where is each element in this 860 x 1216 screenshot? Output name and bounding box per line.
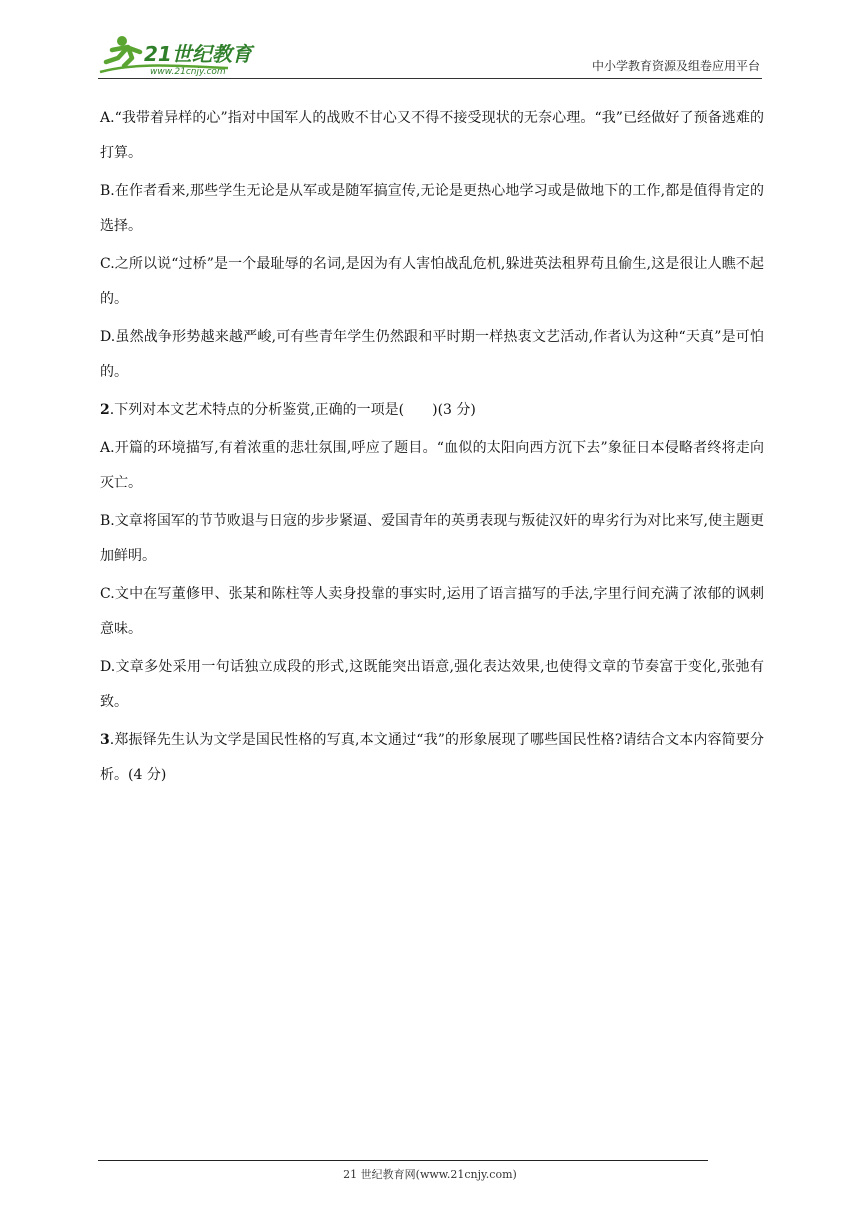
svg-text:21世纪教育: 21世纪教育 [144, 42, 252, 66]
footer-divider [98, 1160, 708, 1161]
q3-stem: 3.郑振铎先生认为文学是国民性格的写真,本文通过“我”的形象展现了哪些国民性格?请结合文本内容简要分析。(4 分) [100, 732, 764, 783]
svg-text:www.21cnjy.com: www.21cnjy.com [150, 67, 226, 77]
q2-stem: 2.下列对本文艺术特点的分析鉴赏,正确的一项是( )(3 分) [100, 402, 476, 418]
q2-option-b: B.文章将国军的节节败退与日寇的步步紧逼、爱国青年的英勇表现与叛徒汉奸的卑劣行为对比来写,使主题更加鲜明。 [100, 513, 764, 564]
question-content [100, 101, 764, 796]
q1-option-a: A.“我带着异样的心”指对中国军人的战败不甘心又不得不接受现状的无奈心理。“我”已经做好了预备逃难的打算。 [100, 110, 764, 161]
q1-option-b: B.在作者看来,那些学生无论是从军或是随军搞宣传,无论是更热心地学习或是做地下的工作,都是值得肯定的选择。 [100, 183, 764, 234]
q1-option-d: D.虽然战争形势越来越严峻,可有些青年学生仍然跟和平时期一样热衷文艺活动,作者认为这种“天真”是可怕的。 [100, 329, 764, 380]
footer-text: 21 世纪教育网(www.21cnjy.com) [343, 1168, 517, 1181]
page-header [98, 28, 762, 79]
q2-option-a: A.开篇的环境描写,有着浓重的悲壮氛围,呼应了题目。“血似的太阳向西方沉下去”象征日本侵略者终将走向灭亡。 [100, 440, 764, 491]
header-slogan: 中小学教育资源及组卷应用平台 [591, 59, 760, 73]
site-logo [98, 32, 268, 78]
q1-option-c: C.之所以说“过桥”是一个最耻辱的名词,是因为有人害怕战乱危机,躲进英法租界苟且偷生,这是很让人瞧不起的。 [100, 256, 764, 307]
q2-option-c: C.文中在写董修甲、张某和陈柱等人卖身投靠的事实时,运用了语言描写的手法,字里行间充满了浓郁的讽刺意味。 [100, 586, 764, 637]
q2-option-d: D.文章多处采用一句话独立成段的形式,这既能突出语意,强化表达效果,也使得文章的节奏富于变化,张弛有致。 [100, 659, 764, 710]
